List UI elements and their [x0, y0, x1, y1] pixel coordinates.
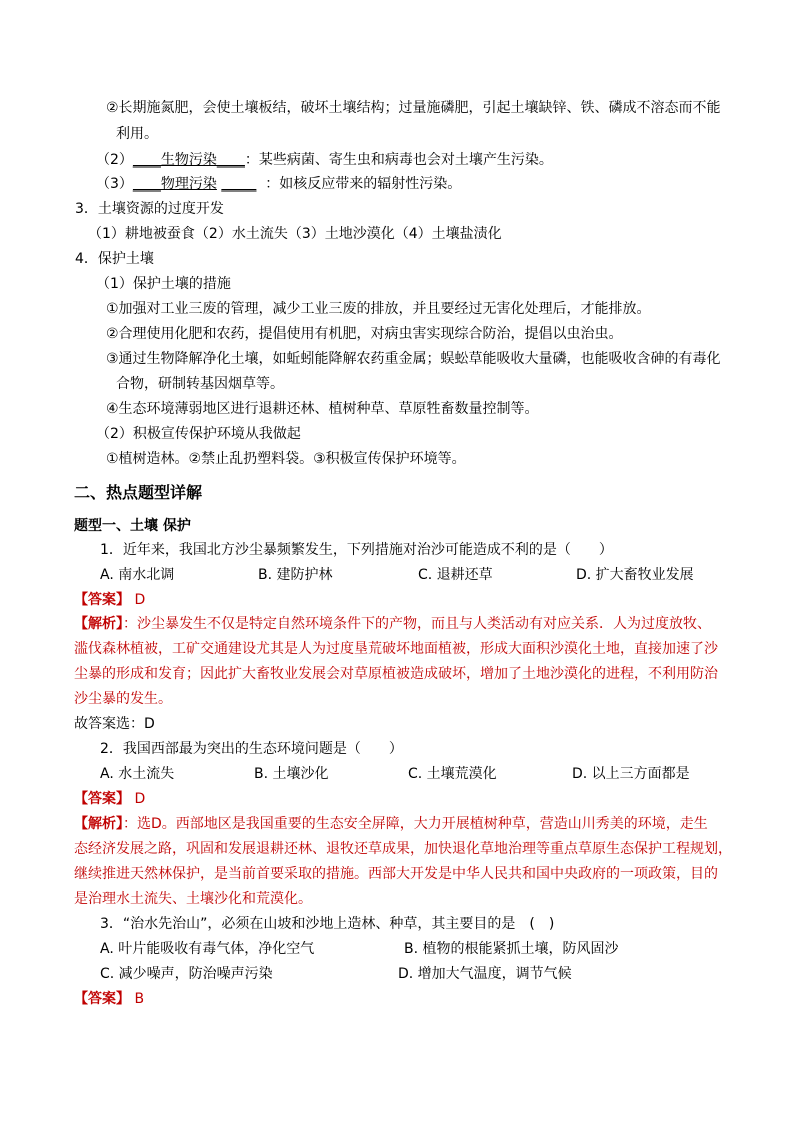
q1-answer-tag: 【答案】: [74, 592, 130, 608]
q2-answer-value: D: [134, 791, 146, 807]
promote-items: ①植树造林。②禁止乱扔塑料袋。③积极宣传保护环境等。: [106, 451, 466, 467]
phys-gap: _____: [221, 176, 257, 192]
q1-analysis-tag: 【解析】: [74, 616, 123, 632]
question-3-stem: 3．“治水先治山”，必须在山坡和沙地上造林、种草，其主要目的是 ( ): [100, 916, 555, 932]
q2-option-b: B. 土壤沙化: [254, 766, 329, 782]
q3-option-b: B. 植物的根能紧抓土壤，防风固沙: [404, 941, 619, 957]
q2-option-d: D. 以上三方面都是: [572, 766, 690, 782]
measure-3-line2: 合物，研制转基因烟草等。: [116, 376, 284, 392]
q2-answer: [74, 789, 145, 809]
q2-option-c: C. 土壤荒漠化: [408, 766, 497, 782]
q2-analysis-line1: [74, 814, 708, 834]
q3-answer-tag: 【答案】: [74, 991, 130, 1007]
type1-title: 题型一、土壤 保护: [74, 518, 191, 534]
fertilizer-item-line2: 利用。: [116, 126, 158, 142]
q2-analysis-line3: 继续推进天然林保护，是当前首要采取的措施。西部大开发是中华人民共和国中央政府的一项政策，目的: [74, 866, 718, 882]
question-2-stem: 2．我国西部最为突出的生态环境问题是（ ）: [100, 741, 403, 757]
q2-analysis-tag: 【解析】: [74, 816, 123, 832]
q1-analysis-text1: ：沙尘暴发生不仅是特定自然环境条件下的产物，而且与人类活动有对应关系．人为过度放牧、: [123, 616, 711, 632]
phys-blank: ____物理污染: [132, 176, 217, 192]
q2-answer-tag: 【答案】: [74, 791, 130, 807]
q1-option-d: D. 扩大畜牧业发展: [576, 567, 694, 583]
overdevelopment-items: （1）耕地被蚕食（2）水土流失（3）土地沙漠化（4）土壤盐渍化: [88, 226, 502, 242]
overdevelopment-title: 3．土壤资源的过度开发: [75, 201, 224, 217]
q1-conclusion: 故答案选：D: [74, 716, 155, 732]
q2-analysis-line4: 是治理水土流失、土壤沙化和荒漠化。: [74, 891, 312, 907]
q3-option-a: A. 叶片能吸收有毒气体，净化空气: [100, 941, 315, 957]
measure-2: ②合理使用化肥和农药，提倡使用有机肥，对病虫害实现综合防治，提倡以虫治虫。: [106, 326, 623, 342]
fertilizer-item-line1: ②长期施氮肥，会使土壤板结，破坏土壤结构；过量施磷肥，引起土壤缺锌、铁、磷成不溶态而不能: [106, 100, 721, 116]
q2-option-a: A. 水土流失: [100, 766, 175, 782]
q3-option-d: D. 增加大气温度，调节气候: [398, 966, 572, 982]
bio-suffix: ：某些病菌、寄生虫和病毒也会对土壤产生污染。: [244, 152, 553, 168]
q1-answer: [74, 590, 145, 610]
measure-1: ①加强对工业三废的管理，减少工业三废的排放，并且要经过无害化处理后，才能排放。: [106, 301, 651, 317]
q2-analysis-line2: 态经济发展之路，巩固和发展退耕还林、退牧还草成果，加快退化草地治理等重点草原生态保护工程规划，: [74, 841, 732, 857]
q1-analysis-line3: 尘暴的形成和发育；因此扩大畜牧业发展会对草原植被造成破坏，增加了土地沙漠化的进程，不利用防治: [74, 666, 718, 682]
q3-answer-value: B: [134, 991, 145, 1007]
biological-pollution-line: [96, 150, 553, 170]
measure-3-line1: ③通过生物降解净化土壤，如蚯蚓能降解农药重金属；蜈蚣草能吸收大量磷，也能吸收含砷的有毒化: [106, 351, 721, 367]
section-title: 二、热点题型详解: [74, 483, 203, 502]
q3-option-c: C. 减少噪声，防治噪声污染: [100, 966, 273, 982]
q1-analysis-line4: 沙尘暴的发生。: [74, 691, 172, 707]
bio-prefix: （2）: [96, 152, 133, 168]
q1-option-c: C. 退耕还草: [418, 567, 493, 583]
q3-answer: [74, 989, 144, 1009]
physical-pollution-line: [96, 174, 461, 194]
q1-answer-value: D: [134, 592, 146, 608]
q1-analysis-line2: 滥伐森林植被，工矿交通建设尤其是人为过度垦荒破坏地面植被，形成大面积沙漠化土地，直接加速了沙: [74, 641, 718, 657]
q1-option-a: A. 南水北调: [100, 567, 175, 583]
q1-analysis-line1: [74, 614, 711, 634]
protect-title: 4．保护土壤: [75, 251, 154, 267]
q2-analysis-text1: ：选D。西部地区是我国重要的生态安全屏障，大力开展植树种草，营造山川秀美的环境，走生: [123, 816, 708, 832]
question-1-stem: 1．近年来，我国北方沙尘暴频繁发生，下列措施对治沙可能造成不利的是（ ）: [100, 542, 613, 558]
phys-suffix: ：如核反应带来的辐射性污染。: [265, 176, 462, 192]
q1-option-b: B. 建防护林: [258, 567, 333, 583]
phys-prefix: （3）: [96, 176, 133, 192]
measures-title: （1）保护土壤的措施: [96, 276, 231, 292]
measure-4: ④生态环境薄弱地区进行退耕还林、植树种草、草原牲畜数量控制等。: [106, 401, 539, 417]
promote-title: （2）积极宣传保护环境从我做起: [96, 426, 301, 442]
bio-blank: ____生物污染____: [132, 152, 245, 168]
